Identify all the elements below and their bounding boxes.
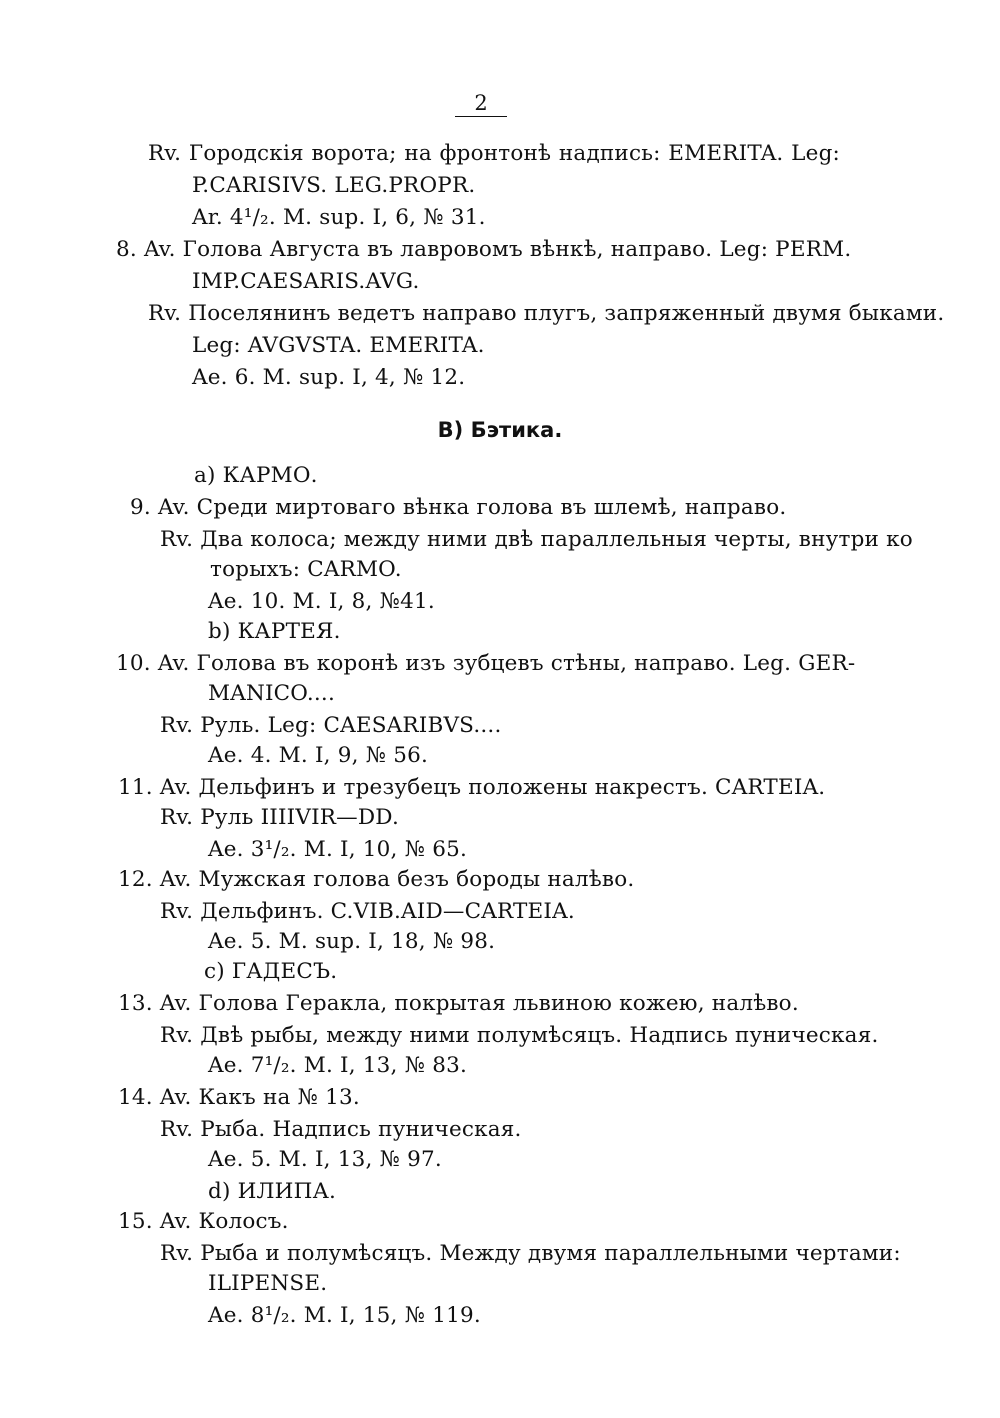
text-line: Rv. Рыба. Надпись пуническая.	[160, 1117, 522, 1142]
text-line: Ae. 8¹/₂. M. I, 15, № 119.	[208, 1303, 481, 1328]
text-line: Ae. 4. M. I, 9, № 56.	[208, 743, 429, 768]
text-line: 10. Av. Голова въ коронѣ изъ зубцевъ стѣны, направо. Leg. GER-	[116, 651, 856, 676]
text-line: 13. Av. Голова Геракла, покрытая львиною кожею, налѣво.	[118, 991, 799, 1016]
subsection-title: b) КАРТЕЯ.	[208, 619, 341, 644]
text-line: MANICO....	[208, 681, 336, 706]
text-line: 15. Av. Колосъ.	[118, 1209, 289, 1234]
text-line: IMP.CAESARIS.AVG.	[192, 269, 420, 294]
text-line: 12. Av. Мужская голова безъ бороды налѣво.	[118, 867, 635, 892]
text-line: Rv. Два колоса; между ними двѣ параллельныя черты, внутри ко	[160, 527, 913, 552]
subsection-title: d) ИЛИПА.	[208, 1179, 337, 1204]
text-line: Ar. 4¹/₂. M. sup. I, 6, № 31.	[192, 205, 486, 230]
text-line: торыхъ: CARMO.	[210, 557, 402, 582]
page-number: 2	[455, 90, 507, 117]
text-line: Ae. 3¹/₂. M. I, 10, № 65.	[208, 837, 467, 862]
text-line: Rv. Городскія ворота; на фронтонѣ надпись: EMERITA. Leg:	[148, 141, 840, 166]
text-line: Rv. Руль. Leg: CAESARIBVS....	[160, 713, 502, 738]
text-line: ILIPENSE.	[208, 1271, 328, 1296]
text-line: P.CARISIVS. LEG.PROPR.	[192, 173, 476, 198]
text-line: 8. Av. Голова Августа въ лавровомъ вѣнкѣ, направо. Leg: PERM.	[116, 237, 852, 262]
text-line: Ae. 6. M. sup. I, 4, № 12.	[192, 365, 466, 390]
text-line: Rv. Двѣ рыбы, между ними полумѣсяцъ. Надпись пуническая.	[160, 1023, 879, 1048]
text-line: Leg: AVGVSTA. EMERITA.	[192, 333, 485, 358]
text-line: Ae. 7¹/₂. M. I, 13, № 83.	[208, 1053, 467, 1078]
text-line: Rv. Рыба и полумѣсяцъ. Между двумя параллельными чертами:	[160, 1241, 901, 1266]
section-title: B) Бэтика.	[437, 418, 563, 442]
text-line: 14. Av. Какъ на № 13.	[118, 1085, 360, 1110]
subsection-title: c) ГАДЕСЪ.	[204, 959, 338, 984]
text-line: Rv. Руль IIIIVIR—DD.	[160, 805, 399, 830]
text-line: Ae. 5. M. sup. I, 18, № 98.	[208, 929, 496, 954]
text-line: Ae. 10. M. I, 8, №41.	[208, 589, 435, 614]
subsection-title: a) КАРМО.	[194, 463, 318, 488]
text-line: 9. Av. Среди миртоваго вѣнка голова въ шлемѣ, направо.	[130, 495, 787, 520]
text-line: 11. Av. Дельфинъ и трезубецъ положены накрестъ. CARTEIA.	[118, 775, 826, 800]
text-line: Rv. Дельфинъ. C.VIB.AID—CARTEIA.	[160, 899, 575, 924]
text-line: Rv. Поселянинъ ведетъ направо плугъ, запряженный двумя быками.	[148, 301, 945, 326]
text-line: Ae. 5. M. I, 13, № 97.	[208, 1147, 442, 1172]
